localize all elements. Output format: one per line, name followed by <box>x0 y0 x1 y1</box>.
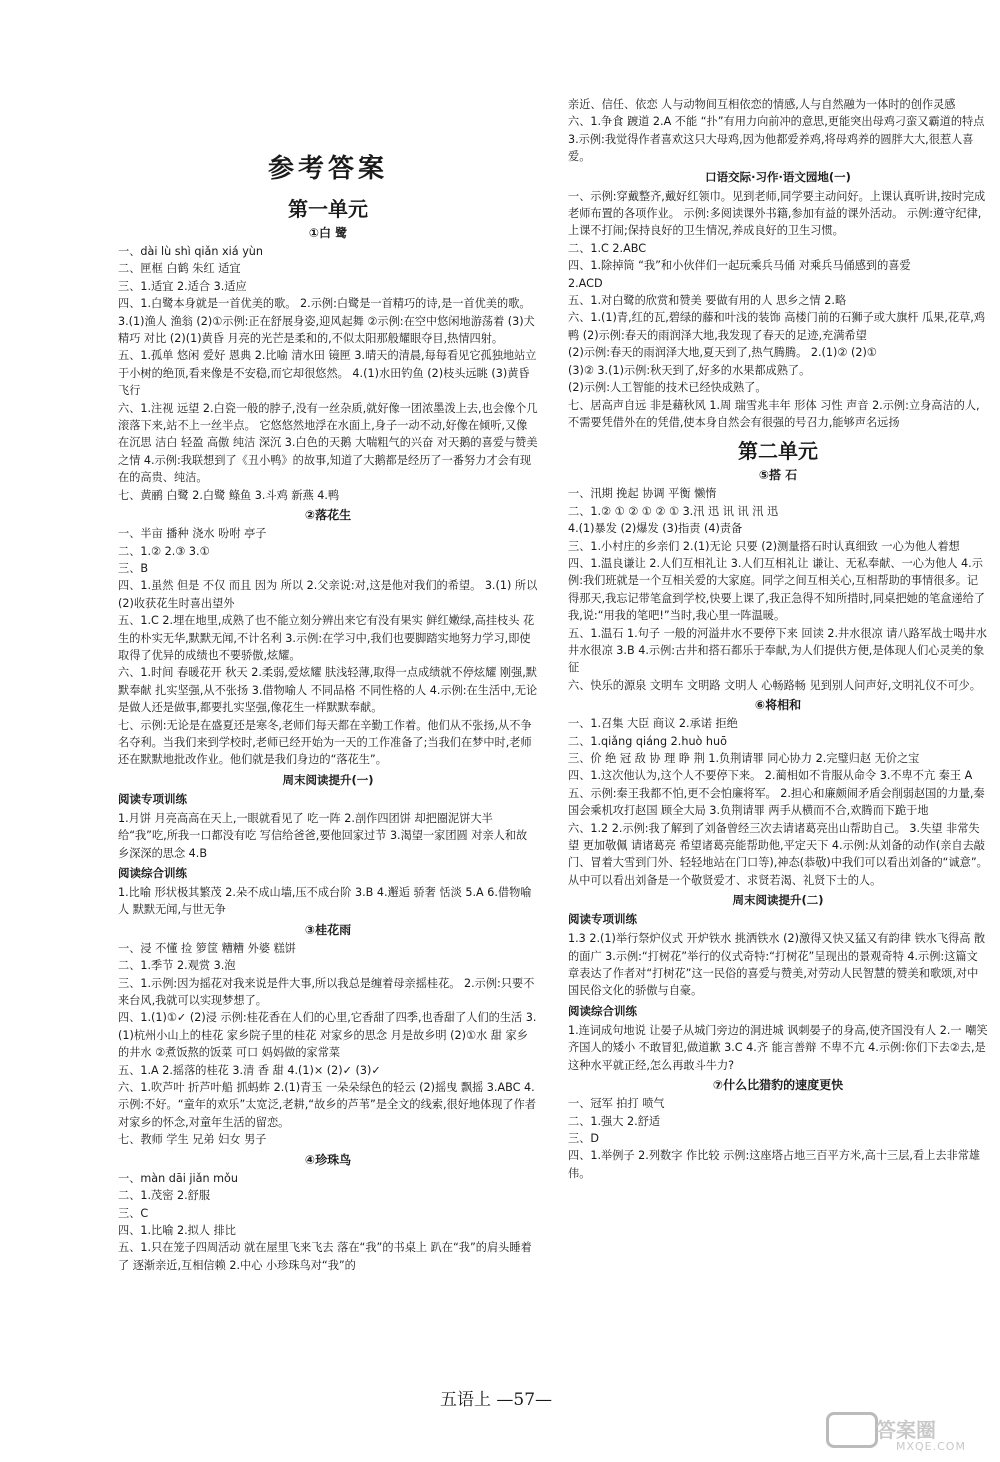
watermark-logo <box>826 1412 986 1456</box>
answer-line: 三、价 绝 冠 敌 协 理 睁 荆 1.负荆请罪 同心协力 2.完璧归赵 无价之宝 <box>568 752 920 765</box>
answer-line: 五、示例:秦王我都不怕,更不会怕廉将军。 2.担心和廉颇闹矛盾会削弱赵国的力量,秦国会乘机攻打赵国 顾全大局 3.负荆请罪 两手从横而不合,欢腾而下跪于地 <box>568 786 985 818</box>
answer-line: (2)示例:春天的雨润泽大地,夏天到了,热气腾腾。 2.(1)② (2)① <box>568 346 877 360</box>
lesson-heading: ②落花生 <box>304 508 352 523</box>
answer-line: 三、C <box>118 1206 149 1220</box>
answer-line: 七、示例:无论是在盛夏还是寒冬,老师们每天都在辛勤工作着。他们从不张扬,从不争名夺利。当我们来到学校时,老师已经开始为一天的工作准备了;当我们在梦中时,老师还在默默地批改作业。他们就是我们身边的“落花生”。 <box>118 718 532 767</box>
answer-line: 二、1.qiǎng qiáng 2.huò huō <box>568 734 727 748</box>
answer-line: 七、居高声自远 非是藉秋风 1.周 瑞雪兆丰年 形体 习性 声音 2.示例:立身高洁的人,不需要凭借外在的凭借,使本身自然会有很强的号召力,能够声名远扬 <box>568 398 980 429</box>
answer-line: 六、1.吹芦叶 折芦叶船 抓蚂蚱 2.(1)青玉 一朵朵绿色的轻云 (2)摇曳 飘摇 3.ABC 4.示例:不好。“童年的欢乐”太宽泛,老耕,“故乡的芦苇”是全文的线索,很好地体现了作者对家乡的怀念,对童年生活的留恋。 <box>118 1081 536 1129</box>
answer-line: 1.3 2.(1)举行祭炉仪式 开炉铁水 挑洒铁水 (2)激得又快又猛又有韵律 铁水飞得高 散的面广 3.示例:“打树花”举行的仪式奇特:“打树花”呈现出的景观奇特 4.示例:这篇文章表达了作者对“打树花”这一民俗的喜爱与赞美,对劳动人民智慧的赞美和歌颂,对中国民俗文化的骄傲与自豪。 <box>568 932 986 998</box>
answer-line: 四、1.白鹭本身就是一首优美的歌。 2.示例:白鹭是一首精巧的诗,是一首优美的歌。 3.(1)渔人 渔翁 (2)①示例:正在舒展身姿,迎风起舞 ②示例:在空中悠闲地游荡着 (3)犬 精巧 对比 (2)(1)黄昏 月亮的光芒是柔和的,不似太阳那般耀眼夺目,热情四射。 <box>118 297 539 346</box>
answer-line: 三、1.示例:因为摇花对我来说是件大事,所以我总是缠着母亲摇桂花。 2.示例:只要不来台风,我就可以实现梦想了。 <box>118 976 535 1008</box>
answer-line: (2)示例:人工智能的技术已经快成熟了。 <box>568 381 767 395</box>
lesson-heading: ⑤搭 石 <box>758 468 798 483</box>
unit-heading: 第二单元 <box>738 439 818 464</box>
answer-line: 1.月饼 月亮高高在天上,一眼就看见了 吃一阵 2.剖作四团饼 却把圈泥饼大半给“我”吃,所我一口都没有吃 写信给爸爸,要他回家过节 3.渴望一家团圆 对亲人和故乡深深的思念 4.B <box>118 811 528 860</box>
answer-line: 三、1.小村庄的乡亲们 2.(1)无论 只要 (2)测量搭石时认真细致 一心为他人着想 <box>568 539 960 553</box>
watermark-brand: 答案圈 <box>876 1418 936 1442</box>
answer-line: 六、1.争食 踱道 2.A 不能 “扑”有用力向前冲的意思,更能突出母鸡刁蛮又霸道的特点 3.示例:我觉得作者喜欢这只大母鸡,因为他都爱养鸡,将母鸡养的圆胖大大,很惹人喜爱。 <box>568 115 988 164</box>
lesson-heading: ④珍珠鸟 <box>304 1152 352 1167</box>
answer-line: 一、汛期 挽起 协调 平衡 懒惰 <box>568 487 717 501</box>
subsection-heading: 阅读专项训练 <box>568 912 637 927</box>
answer-line: 1.比喻 形状极其繁茂 2.朵不成山墙,压不成台阶 3.B 4.邂逅 骄奢 恬淡 5.A 6.借物喻人 默默无闻,与世无争 <box>118 886 532 917</box>
answer-line: 七、教师 学生 兄弟 妇女 男子 <box>118 1133 267 1147</box>
watermark-site: MXQE.COM <box>896 1440 966 1453</box>
answer-line: 四、1.除掉筒 “我”和小伙伴们一起玩乘兵马俑 对乘兵马俑感到的喜爱 <box>568 259 911 273</box>
section-heading: 口语交际·习作·语文园地(一) <box>705 169 851 184</box>
right-column <box>568 96 991 1182</box>
answer-line: 五、1.C 2.埋在地里,成熟了也不能立刻分辨出来它有没有果实 鲜红嫩绿,高挂枝头 花生的朴实无华,默默无闻,不计名利 3.示例:在学习中,我们也要脚踏实地努力学习,即使取得了优异的成绩也不要骄傲,炫耀。 <box>118 614 535 662</box>
lesson-heading: ③桂花雨 <box>304 922 352 937</box>
watermark-box-icon <box>826 1412 878 1448</box>
answer-line: 2.ACD <box>568 276 603 290</box>
answer-line: 四、1.(1)①✓ (2)浸 示例:桂花香在人们的心里,它香甜了四季,也香甜了人们的生活 3.(1)杭州小山上的桂花 家乡院子里的桂花 对家乡的思念 月是故乡明 (2)①水 甜 家乡的井水 ②煮饭熬的饭菜 可口 妈妈做的家常菜 <box>118 1011 537 1060</box>
answer-line: 三、B <box>118 561 149 575</box>
answer-line: 一、示例:穿戴整齐,戴好红领巾。见到老师,同学要主动问好。上课认真听讲,按时完成老师布置的各项作业。 示例:多阅读课外书籍,参加有益的课外活动。 示例:遵守纪律,上课不打闹;保持良好的卫生情况,养成良好的卫生习惯。 <box>568 189 986 238</box>
answer-line: 一、冠军 拍打 喷气 <box>568 1097 665 1111</box>
lesson-heading: ⑥将相和 <box>754 698 802 713</box>
lesson-heading: ⑦什么比猎豹的速度更快 <box>712 1078 844 1093</box>
answer-line: 四、1.温良谦让 2.人们互相礼让 3.人们互相礼让 谦让、无私奉献、一心为他人 4.示例:我们班就是一个互相关爱的大家庭。同学之间互相关心,互相帮助的事情很多。记得那天,我忘记带笔盒到学校,快要上课了,我正急得不知所措时,同桌把她的笔盒递给了我,说:“用我的笔吧!”当时,我心里一阵温暖。 <box>568 556 985 623</box>
answer-line: 4.(1)暴发 (2)爆发 (3)指责 (4)责备 <box>568 522 743 536</box>
answer-line: 一、1.召集 大臣 商议 2.承诺 拒绝 <box>568 717 738 731</box>
answer-line: 一、dài lù shì qiǎn xiá yùn <box>118 245 263 258</box>
answer-line: 六、1.(1)青,红的瓦,碧绿的藤和叶浅的装饰 高楼门前的石狮子或大旗杆 瓜果,花草,鸡鸭 (2)示例:春天的雨润泽大地,我发现了春天的足迹,充满希望 <box>568 311 986 342</box>
answer-line: 二、1.② 2.③ 3.① <box>118 544 210 558</box>
answer-line: 亲近、信任、依恋 人与动物间互相依恋的情感,人与自然融为一体时的创作灵感 <box>568 98 956 111</box>
answer-line: 四、1.举例子 2.列数字 作比较 示例:这座塔占地三百平方米,高十三层,看上去非常雄伟。 <box>568 1149 981 1180</box>
section-heading: 周末阅读提升(二) <box>732 893 824 908</box>
answer-line: 三、D <box>568 1131 599 1145</box>
lesson-heading: ①白 鹭 <box>308 226 348 240</box>
answer-line: 二、1.C 2.ABC <box>568 241 647 255</box>
subsection-heading: 阅读专项训练 <box>118 791 187 806</box>
answer-line: 二、1.茂密 2.舒服 <box>118 1189 211 1203</box>
answer-line: 五、1.A 2.摇落的桂花 3.清 香 甜 4.(1)× (2)✓ (3)✓ <box>118 1063 381 1077</box>
page-title: 参考答案 <box>267 154 388 184</box>
answer-line: 六、1.2 2.示例:我了解到了刘备曾经三次去请诸葛亮出山帮助自己。 3.失望 非常失望 更加敬佩 请诸葛亮 希望诸葛亮能帮助他,平定天下 4.示例:从刘备的动作(亲自去敲门、冒着大雪到门外、轻轻地站在门口等),神态(恭敬)中我们可以看出刘备的“诚意”。从中可以看出刘备是一个敬贤爱才、求贤若渴、礼贤下士的人。 <box>568 821 988 887</box>
subsection-heading: 阅读综合训练 <box>568 1003 637 1018</box>
answer-line: 二、匣框 白鹤 朱红 适宜 <box>118 262 241 276</box>
answer-line: 二、1.强大 2.舒适 <box>568 1114 661 1128</box>
answer-line: 一、半亩 播种 浇水 吩咐 亭子 <box>118 527 267 541</box>
answer-line: 一、màn dāi jiǎn mǒu <box>118 1171 238 1185</box>
answer-line: (2)收获花生时喜出望外 <box>118 596 235 610</box>
answer-line: 六、快乐的源泉 文明车 文明路 文明人 心畅路畅 见到别人问声好,文明礼仪不可少。 <box>568 678 981 692</box>
answer-line: 二、1.季节 2.观赏 3.泡 <box>118 959 236 973</box>
answer-line: 四、1.比喻 2.拟人 排比 <box>118 1223 236 1237</box>
answer-line: 四、1.虽然 但是 不仅 而且 因为 所以 2.父亲说:对,这是他对我们的希望。 3.(1) 所以 <box>118 579 538 593</box>
answer-line: 五、1.温石 1.句子 一般的河溢井水不要停下来 回读 2.井水很凉 请八路军战士喝井水 井水很凉 3.B 4.示例:古井和搭石都乐于奉献,为人们提供方便,是体现人们心灵美的象征 <box>568 626 991 675</box>
unit-heading: 第一单元 <box>288 197 368 221</box>
answer-line: 五、1.孤单 悠闲 爱好 恩典 2.比喻 清水田 镜匣 3.晴天的清晨,每每看见它孤独地站立于小树的绝顶,看来像是不安稳,而它却很悠然。 4.(1)水田钓鱼 (2)枝头远眺 (3)黄昏飞行 <box>118 349 537 398</box>
answer-line: 三、1.适宜 2.适合 3.适应 <box>118 279 247 293</box>
answer-line: 六、1.时间 春暖花开 秋天 2.柔弱,爱炫耀 肤浅轻薄,取得一点成绩就不停炫耀 刚强,默默奉献 扎实坚强,从不张扬 3.借物喻人 不同品格 不同性格的人 4.示例:在生活中,无论是做人还是做事,都要扎实坚强,像花生一样默默奉献。 <box>118 666 538 715</box>
section-heading: 周末阅读提升(一) <box>282 772 374 787</box>
answer-line: 二、1.② ① ② ① ② ① 3.汛 迅 讯 讯 汛 迅 <box>568 504 779 518</box>
answer-line: 六、1.注视 远望 2.白瓷一般的脖子,没有一丝杂质,就好像一团浓墨泼上去,也会像个几滚落下来,站不上一丝半点。 它悠悠然地浮在水面上,身子一动不动,好像在倾听,又像在沉思 洁白 轻盈 高傲 纯洁 深沉 3.白色的天鹅 大喘粗气的兴奋 对天鹅的喜爱与赞美之情 4.示例:我联想到了《丑小鸭》的故事,知道了大鹅都是经历了一番努力才会有现在的高贵、纯洁。 <box>118 401 538 485</box>
answer-line: 五、1.只在笼子四周活动 就在屋里飞来飞去 落在“我”的书桌上 趴在“我”的肩头睡着了 逐渐亲近,互相信赖 2.中心 小珍珠鸟对“我”的 <box>118 1241 532 1272</box>
answer-line: 1.连词成句地说 让晏子从城门旁边的洞进城 讽刺晏子的身高,使齐国没有人 2.一 嘲笑齐国人的矮小 不敢冒犯,做道歉 3.C 4.齐 能言善辩 不卑不亢 4.示例:你们下去②去,是这种水平就正经,怎么再敢斗牛力? <box>568 1023 988 1072</box>
answer-line: 一、浸 不懂 捡 箩筐 糟糟 外婆 糕饼 <box>118 941 296 955</box>
answer-line: 五、1.对白鹭的欣赏和赞美 要做有用的人 思乡之情 2.略 <box>568 294 847 308</box>
page-footer: 五语上 —57— <box>440 1390 553 1410</box>
answer-line: 七、黄鹂 白鹭 2.白鹭 鲦鱼 3.斗鸡 新燕 4.鸭 <box>118 488 340 502</box>
subsection-heading: 阅读综合训练 <box>118 866 187 880</box>
answer-line: 四、1.这次他认为,这个人不要停下来。 2.蔺相如不肯服从命令 3.不卑不亢 秦王 A <box>568 769 973 783</box>
answer-line: (3)② 3.(1)示例:秋天到了,好多的水果都成熟了。 <box>568 363 811 377</box>
left-column <box>118 118 538 1274</box>
